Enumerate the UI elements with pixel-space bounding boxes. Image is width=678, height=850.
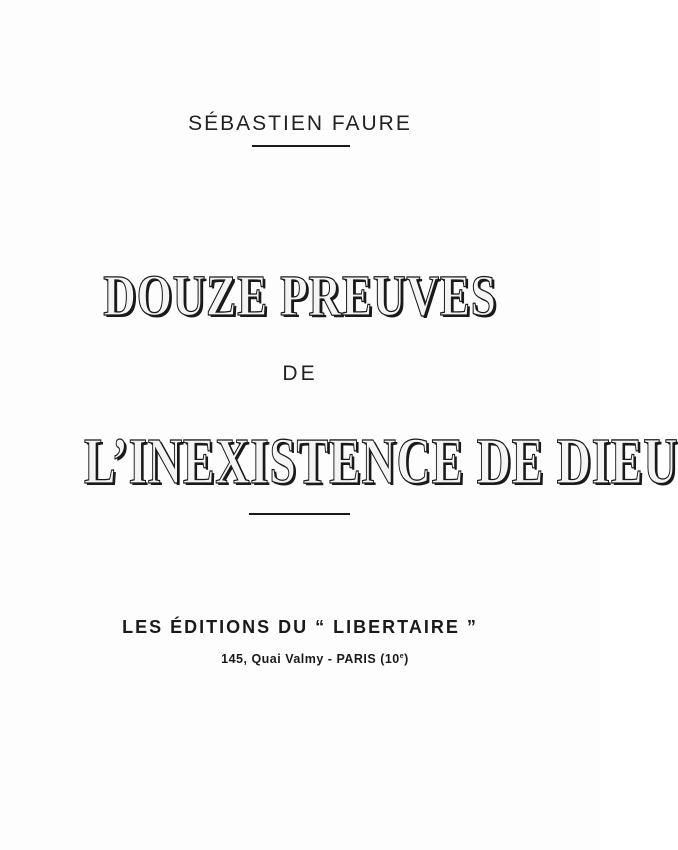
author-name: SÉBASTIEN FAURE (188, 112, 412, 135)
address-end: ) (404, 652, 409, 666)
bottom-divider-rule (249, 513, 350, 515)
publisher-name: LES ÉDITIONS DU “ LIBERTAIRE ” (122, 617, 478, 637)
address-superscript: e (399, 652, 405, 660)
publisher-address (0, 652, 600, 666)
top-divider-rule (252, 145, 350, 147)
title-connector: DE (282, 362, 318, 385)
title-line-1: DOUZE PREUVES (103, 263, 497, 328)
address-main: 145, Quai Valmy - PARIS (10 (221, 652, 400, 666)
title-line-2: L’INEXISTENCE DE DIEU (83, 425, 678, 498)
